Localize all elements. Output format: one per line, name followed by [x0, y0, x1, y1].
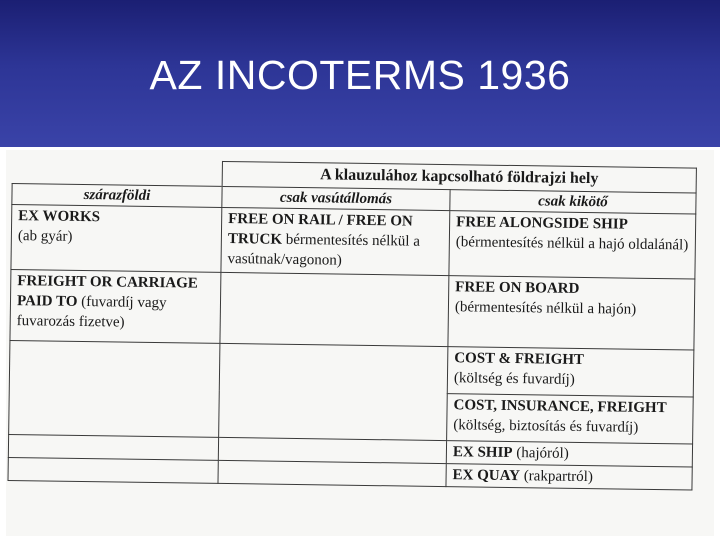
table-cell-empty — [8, 457, 218, 483]
table-cell-empty — [219, 343, 448, 440]
table-cell — [11, 205, 222, 273]
term-label: FREE ON BOARD — [455, 279, 580, 297]
term-label: EX QUAY — [452, 467, 521, 485]
table-cell-empty — [9, 340, 220, 437]
table-cell-empty — [8, 434, 218, 460]
slide-header — [0, 0, 720, 147]
term-note: bérmentesítés nélkül a vasútnak/vagonon) — [227, 231, 421, 269]
incoterms-table — [7, 158, 696, 491]
term-label: EX WORKS — [18, 208, 101, 226]
term-label: FREE ON RAIL / FREE ON TRUCK — [227, 211, 413, 248]
table-cell — [446, 464, 692, 490]
term-label: FREE ALONGSIDE SHIP — [456, 214, 628, 233]
term-label: EX SHIP — [452, 444, 513, 462]
table-header: A klauzulához kapcsolható földrajzi hely — [222, 161, 696, 193]
term-note: (fuvardíj vagy fuvarozás fizetve) — [16, 293, 167, 331]
slide-title: AZ INCOTERMS 1936 — [149, 52, 571, 98]
term-note: (költség és fuvardíj) — [453, 370, 575, 388]
term-note: (bérmentesítés nélkül a hajó oldalánál) — [455, 234, 689, 254]
table-cell — [221, 207, 450, 275]
table-cell — [449, 211, 696, 279]
term-label: COST & FREIGHT — [454, 350, 585, 369]
term-note: (bérmentesítés nélkül a hajón) — [454, 299, 637, 318]
incoterms-table-image — [7, 158, 696, 530]
table-cell-empty — [220, 272, 449, 346]
term-label: FREIGHT OR CARRIAGE PAID TO — [16, 273, 198, 310]
table-cell — [447, 347, 694, 397]
table-cell — [447, 394, 694, 444]
table-cell — [446, 441, 692, 467]
term-note: (költség, biztosítás és fuvardíj) — [453, 417, 639, 436]
column-header-port: csak kikötő — [450, 190, 696, 214]
term-note: (rakpartról) — [523, 468, 593, 486]
column-header-rail: csak vasútállomás — [222, 186, 450, 210]
table-cell-empty — [218, 460, 446, 486]
table-cell — [448, 276, 695, 350]
table-cell — [10, 269, 221, 343]
term-label: COST, INSURANCE, FREIGHT — [453, 397, 667, 417]
table-cell-empty — [218, 437, 446, 463]
term-note: (ab gyár) — [17, 228, 73, 245]
term-note: (hajóról) — [516, 445, 569, 462]
column-header-land: szárazföldi — [12, 184, 222, 208]
